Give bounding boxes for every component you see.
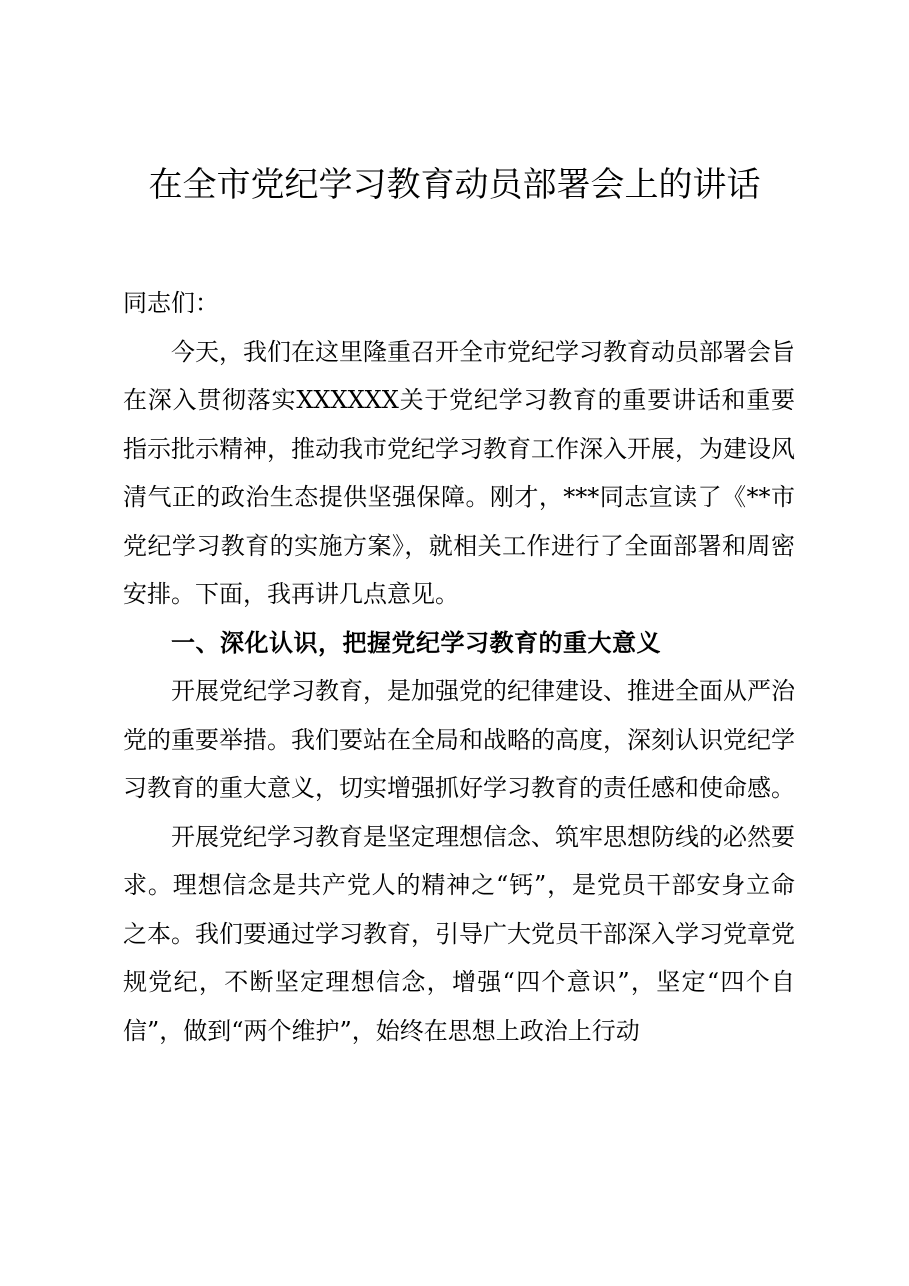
section-heading-1: 一、深化认识，把握党纪学习教育的重大意义 bbox=[171, 628, 661, 657]
document-title: 在全市党纪学习教育动员部署会上的讲话 bbox=[148, 165, 761, 205]
document-body bbox=[123, 279, 795, 1055]
paragraph-opening: 今天，我们在这里隆重召开全市党纪学习教育动员部署会旨在深入贯彻落实XXXXXX关于党纪学习教育的重要讲话和重要指示批示精神，推动我市党纪学习教育工作深入开展，为建设风清气正的政治生态提供坚强保障。刚才，***同志宣读了《**市党纪学习教育的实施方案》，就相关工作进行了全面部署和周密安排。下面，我再讲几点意见。 bbox=[123, 337, 795, 608]
paragraph-ideals: 开展党纪学习教育是坚定理想信念、筑牢思想防线的必然要求。理想信念是共产党人的精神之“钙”，是党员干部安身立命之本。我们要通过学习教育，引导广大党员干部深入学习党章党规党纪，不断坚定理想信念，增强“四个意识”，坚定“四个自信”，做到“两个维护”，始终在思想上政治上行动 bbox=[123, 822, 795, 1045]
salutation: 同志们： bbox=[123, 289, 219, 317]
paragraph-significance: 开展党纪学习教育，是加强党的纪律建设、推进全面从严治党的重要举措。我们要站在全局和战略的高度，深刻认识党纪学习教育的重大意义，切实增强抓好学习教育的责任感和使命感。 bbox=[123, 677, 795, 802]
